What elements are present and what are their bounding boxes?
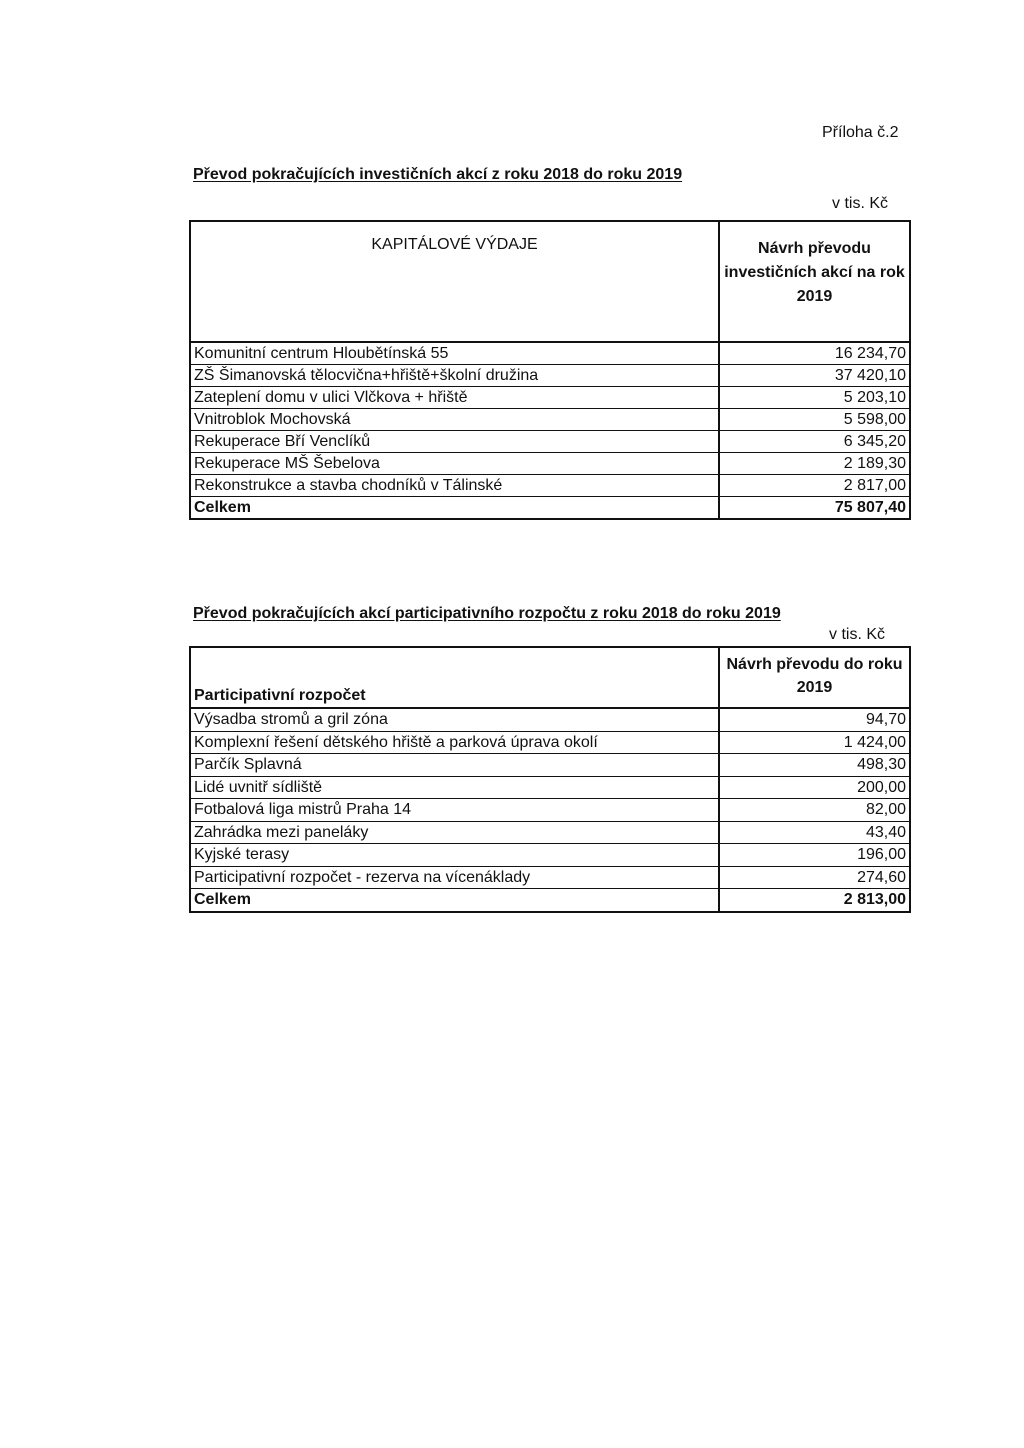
row-value: 1 424,00: [719, 731, 910, 754]
table-row: [190, 387, 910, 409]
header-value: Návrh převodu do roku 2019: [719, 647, 910, 708]
row-value: 274,60: [719, 866, 910, 889]
table-row: [190, 731, 910, 754]
row-value: 2 189,30: [719, 453, 910, 475]
table-header-row: [190, 647, 910, 708]
total-label: Celkem: [190, 889, 719, 912]
row-name: Rekuperace MŠ Šebelova: [190, 453, 719, 475]
table-row: [190, 821, 910, 844]
row-value: 498,30: [719, 754, 910, 777]
row-name: Parčík Splavná: [190, 754, 719, 777]
row-name: Výsadba stromů a gril zóna: [190, 708, 719, 731]
header-name: Participativní rozpočet: [190, 647, 719, 708]
table-row: [190, 708, 910, 731]
row-value: 5 203,10: [719, 387, 910, 409]
table-row: [190, 754, 910, 777]
table-row: [190, 453, 910, 475]
table-row: [190, 475, 910, 497]
row-name: Kyjské terasy: [190, 844, 719, 867]
row-value: 6 345,20: [719, 431, 910, 453]
table-row: [190, 866, 910, 889]
row-name: Rekuperace Bří Venclíků: [190, 431, 719, 453]
row-name: Lidé uvnitř sídliště: [190, 776, 719, 799]
total-row: [190, 889, 910, 912]
total-value: 75 807,40: [719, 497, 910, 520]
section2-unit: v tis. Kč: [829, 626, 886, 643]
row-name: Komplexní řešení dětského hřiště a parková úprava okolí: [190, 731, 719, 754]
row-value: 196,00: [719, 844, 910, 867]
table-header-row: [190, 221, 910, 342]
table-row: [190, 799, 910, 822]
row-value: 16 234,70: [719, 342, 910, 365]
total-value: 2 813,00: [719, 889, 910, 912]
row-name: Participativní rozpočet - rezerva na vícenáklady: [190, 866, 719, 889]
section2-title: Převod pokračujících akcí participativního rozpočtu z roku 2018 do roku 2019: [193, 605, 781, 622]
row-value: 82,00: [719, 799, 910, 822]
section1-unit: v tis. Kč: [832, 195, 889, 212]
table-row: [190, 844, 910, 867]
total-label: Celkem: [190, 497, 719, 520]
annex-label: Příloha č.2: [822, 124, 899, 141]
table-row: [190, 342, 910, 365]
header-value: Návrh převodu investičních akcí na rok 2019: [719, 221, 910, 342]
table-row: [190, 409, 910, 431]
total-row: [190, 497, 910, 520]
row-name: Vnitroblok Mochovská: [190, 409, 719, 431]
row-value: 2 817,00: [719, 475, 910, 497]
row-name: Rekonstrukce a stavba chodníků v Tálinské: [190, 475, 719, 497]
row-value: 200,00: [719, 776, 910, 799]
row-value: 94,70: [719, 708, 910, 731]
table-row: [190, 431, 910, 453]
table-row: [190, 365, 910, 387]
row-value: 37 420,10: [719, 365, 910, 387]
section1-title: Převod pokračujících investičních akcí z roku 2018 do roku 2019: [193, 166, 683, 183]
participative-budget-table: [189, 646, 911, 913]
table-row: [190, 776, 910, 799]
row-name: Komunitní centrum Hloubětínská 55: [190, 342, 719, 365]
row-name: Zahrádka mezi paneláky: [190, 821, 719, 844]
capital-expenditure-table: [189, 220, 911, 520]
row-value: 5 598,00: [719, 409, 910, 431]
row-name: Fotbalová liga mistrů Praha 14: [190, 799, 719, 822]
row-name: ZŠ Šimanovská tělocvična+hřiště+školní družina: [190, 365, 719, 387]
row-value: 43,40: [719, 821, 910, 844]
header-name: KAPITÁLOVÉ VÝDAJE: [190, 221, 719, 342]
row-name: Zateplení domu v ulici Vlčkova + hřiště: [190, 387, 719, 409]
